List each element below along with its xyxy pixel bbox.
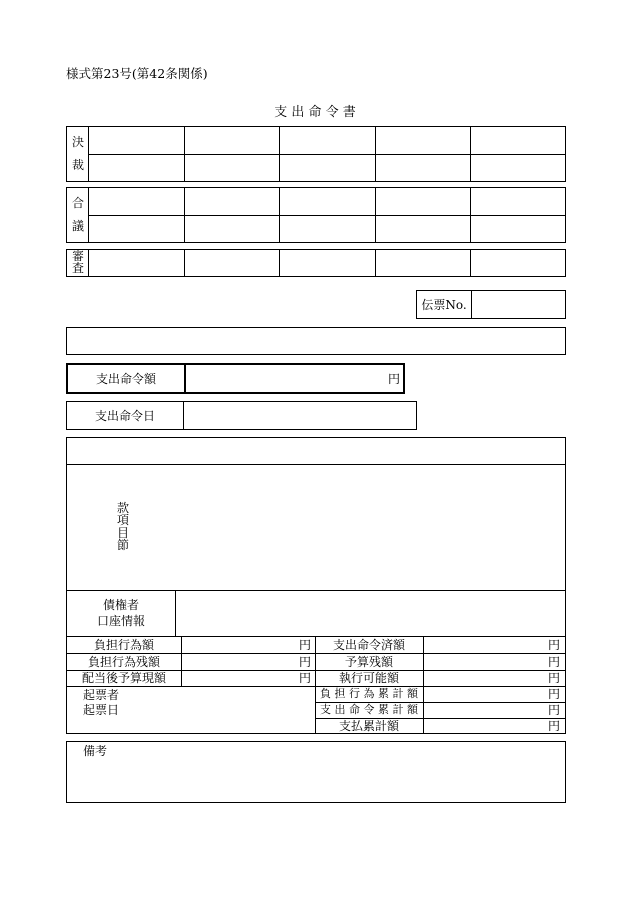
form-number: 様式第23号(第42条関係) [66,66,208,81]
page-title: 支 出 命 令 書 [274,105,356,120]
amount-right-label-2: 予算残額 [344,655,393,669]
amount-right-unit-2: 円 [548,655,561,669]
aigi-char-1: 合 [71,196,84,210]
order-amount-unit: 円 [388,372,401,386]
amount-right-label-6: 支払累計額 [338,719,399,733]
amount-left-unit-3: 円 [299,671,312,685]
amount-right-label-5: 支 出 命 令 累 計 額 [320,703,418,716]
remarks-box [66,741,566,803]
amount-right-unit-6: 円 [548,719,561,733]
budget-kan: 款 [116,501,129,515]
aigi-char-2: 議 [71,219,84,233]
main-table [66,437,566,734]
order-date-box [66,401,417,430]
amount-right-unit-5: 円 [548,703,561,717]
budget-moku: 目 [116,526,129,540]
slip-number-box [416,290,566,319]
amount-right-label-4: 負 担 行 為 累 計 額 [320,687,418,700]
aigi-approval-table [66,187,566,243]
drafter-label: 起票者 [83,688,120,702]
account-info-label: 口座情報 [96,614,145,628]
amount-right-label-1: 支出命令済額 [332,638,405,652]
amount-left-label-2: 負担行為残額 [87,655,160,669]
kessai-char-2: 裁 [71,158,84,172]
slip-number-label: 伝票No. [421,298,467,312]
shinsa-char-2: 査 [71,261,84,275]
budget-kou: 項 [116,513,129,527]
order-date-label: 支出命令日 [94,409,155,423]
amount-left-label-1: 負担行為額 [93,638,154,652]
amount-left-label-3: 配当後予算現額 [81,671,166,685]
order-amount-box [66,363,405,394]
kessai-char-1: 決 [71,135,84,149]
order-amount-label: 支出命令額 [95,372,156,386]
blank-field [66,327,566,355]
draft-date-label: 起票日 [83,703,120,717]
amount-right-label-3: 執行可能額 [338,671,399,685]
amount-right-unit-1: 円 [548,638,561,652]
amount-left-unit-1: 円 [299,638,312,652]
budget-setsu: 節 [116,538,129,552]
creditor-label: 債権者 [102,598,139,612]
remarks-label: 備考 [83,744,108,758]
kessai-approval-table [66,126,566,182]
amount-left-unit-2: 円 [299,655,312,669]
amount-right-unit-3: 円 [548,671,561,685]
shinsa-approval-table [66,249,566,277]
shinsa-char-1: 審 [71,249,84,263]
amount-right-unit-4: 円 [548,687,561,701]
